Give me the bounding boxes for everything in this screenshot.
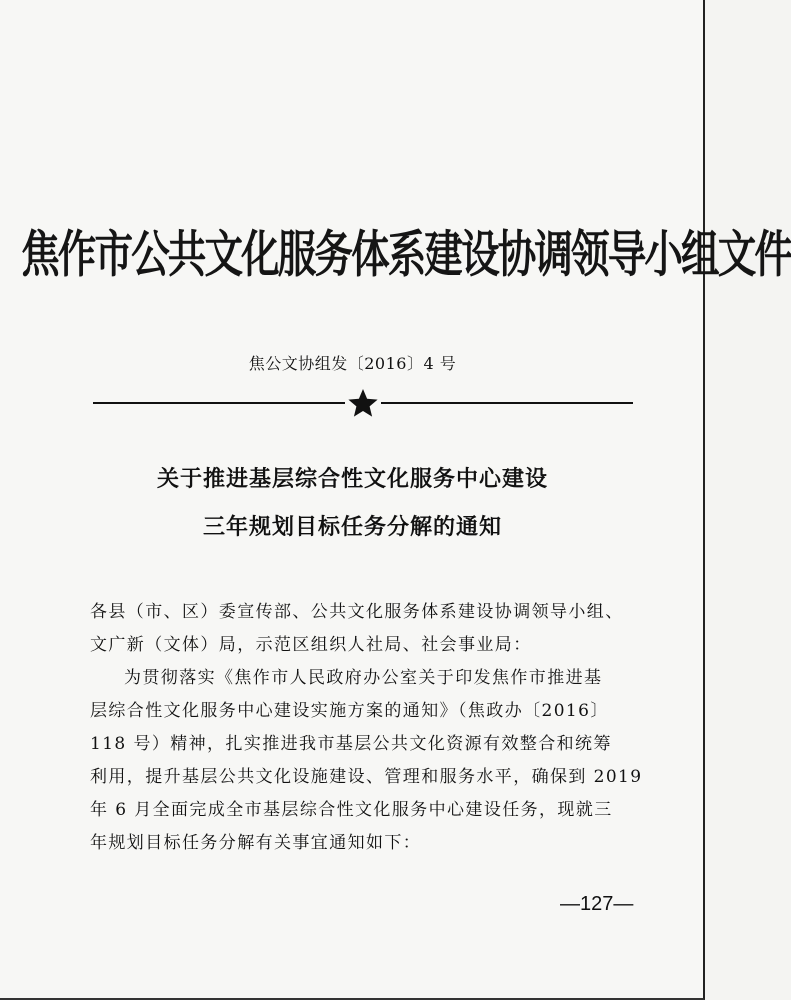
body-line-2: 文广新（文体）局，示范区组织人社局、社会事业局： (90, 635, 532, 655)
body-line-5: 118 号）精神，扎实推进我市基层公共文化资源有效整合和统筹 (90, 734, 612, 754)
body-line-3: 为贯彻落实《焦作市人民政府办公室关于印发焦作市推进基 (124, 668, 603, 688)
body-line-8: 年规划目标任务分解有关事宜通知如下： (90, 833, 422, 853)
page-number: —127— (560, 893, 634, 915)
separator-line-with-star (93, 388, 633, 418)
notice-title-line-2: 三年规划目标任务分解的通知 (202, 514, 502, 540)
body-line-4: 层综合性文化服务中心建设实施方案的通知》（焦政办〔2016〕 (90, 701, 609, 721)
body-line-7: 年 6 月全面完成全市基层综合性文化服务中心建设任务，现就三 (90, 800, 613, 820)
header-title: 焦作市公共文化服务体系建设协调领导小组文件 (21, 224, 791, 284)
notice-title-line-1: 关于推进基层综合性文化服务中心建设 (156, 466, 548, 492)
document-number: 焦公文协组发〔2016〕4 号 (248, 354, 457, 373)
body-line-1: 各县（市、区）委宣传部、公共文化服务体系建设协调领导小组、 (90, 602, 624, 622)
body-line-6: 利用，提升基层公共文化设施建设、管理和服务水平，确保到 2019 (90, 767, 643, 787)
star-icon (348, 389, 377, 417)
